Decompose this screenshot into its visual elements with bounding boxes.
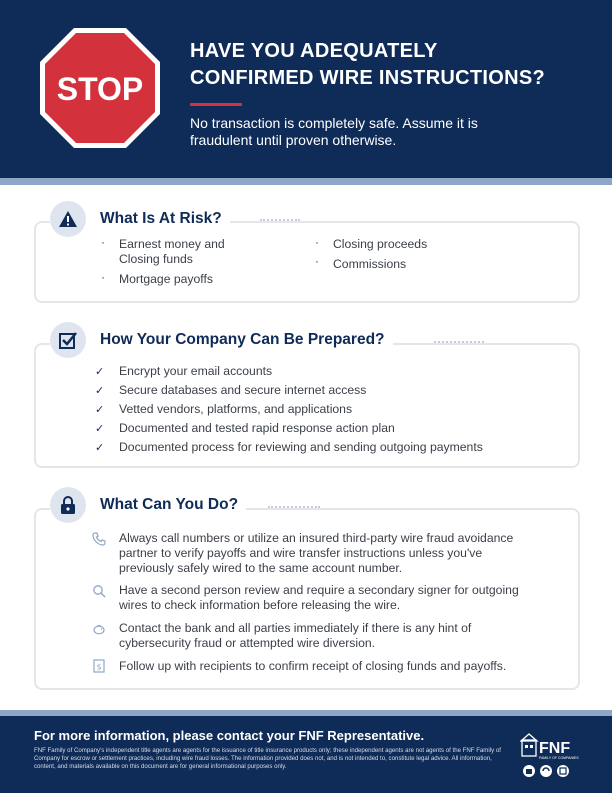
piggy-bank-icon <box>92 622 106 636</box>
title-divider <box>190 103 242 106</box>
warning-icon <box>50 201 86 237</box>
svg-text:FNF: FNF <box>539 740 571 757</box>
list-item: Documented and tested rapid response action plan <box>119 421 395 435</box>
list-item: Always call numbers or utilize an insured third-party wire fraud avoidance partner to verify payoffs and wire transfer instructions unless you've previously safely wired to the same account number. <box>119 531 514 575</box>
check-icon: ✓ <box>95 404 105 416</box>
prepared-section-header <box>50 323 393 357</box>
list-item: Follow up with recipients to confirm receipt of closing funds and payoffs. <box>119 659 507 673</box>
checkbox-icon <box>50 322 86 358</box>
title-line-2: CONFIRMED WIRE INSTRUCTIONS? <box>190 67 546 89</box>
list-item: Closing proceeds <box>333 237 428 251</box>
todo-title: What Can You Do? <box>100 496 239 513</box>
risk-section-header <box>50 202 230 236</box>
check-icon: ✓ <box>95 385 105 397</box>
stop-sign-icon <box>38 26 162 150</box>
list-item: Have a second person review and require a secondary signer for outgoing wires to check information before releasing the wire. <box>119 583 519 612</box>
list-item: Documented process for reviewing and sending outgoing payments <box>119 440 483 454</box>
footer-disclaimer: FNF Family of Company's independent title agents are agents for the issuance of title insurance products only; these independent agents are not agents of the FNF Family of Company for escrow or settlement practices, including wire fraud losses. The information provided does not, and is not intended to, constitute legal advice. All information, content, and materials available on this document are for general informational purposes only. <box>34 747 501 771</box>
fnf-logo <box>520 726 582 786</box>
list-item: Secure databases and secure internet access <box>119 383 367 397</box>
section-dotted-rule <box>260 219 300 221</box>
list-item: Commissions <box>333 257 407 271</box>
svg-text:$: $ <box>96 662 102 672</box>
stop-text: STOP <box>56 71 144 107</box>
bullet-icon: · <box>315 254 319 268</box>
check-icon: ✓ <box>95 442 105 454</box>
todo-section-header <box>50 488 246 522</box>
dollar-receipt-icon <box>92 659 106 673</box>
magnifier-icon <box>92 584 106 598</box>
subtitle-line-1: No transaction is completely safe. Assume it is <box>190 115 478 131</box>
list-item: Encrypt your email accounts <box>119 364 273 378</box>
lock-icon <box>50 487 86 523</box>
list-item: Mortgage payoffs <box>119 272 213 286</box>
risk-title: What Is At Risk? <box>100 210 222 227</box>
subtitle-line-2: fraudulent until proven otherwise. <box>190 132 397 148</box>
page-subtitle <box>190 115 590 149</box>
bullet-icon: · <box>101 235 105 249</box>
list-item: Contact the bank and all parties immediately if there is any hint of cybersecurity fraud or attempted wire diversion. <box>119 621 472 650</box>
check-icon: ✓ <box>95 366 105 378</box>
svg-text:FAMILY OF COMPANIES: FAMILY OF COMPANIES <box>539 756 579 760</box>
list-item: Earnest money and Closing funds <box>119 237 225 266</box>
phone-icon <box>92 532 106 546</box>
page-title <box>190 38 590 92</box>
check-icon: ✓ <box>95 423 105 435</box>
section-dotted-rule <box>268 506 320 508</box>
prepared-title: How Your Company Can Be Prepared? <box>100 331 385 348</box>
footer-title: For more information, please contact your FNF Representative. <box>34 728 425 743</box>
title-line-1: HAVE YOU ADEQUATELY <box>190 40 438 62</box>
footer <box>0 716 612 793</box>
bullet-icon: · <box>315 235 319 249</box>
header-accent-band <box>0 178 612 185</box>
list-item: Vetted vendors, platforms, and applications <box>119 402 353 416</box>
bullet-icon: · <box>101 270 105 284</box>
header-banner <box>0 0 612 178</box>
section-dotted-rule <box>434 341 484 343</box>
